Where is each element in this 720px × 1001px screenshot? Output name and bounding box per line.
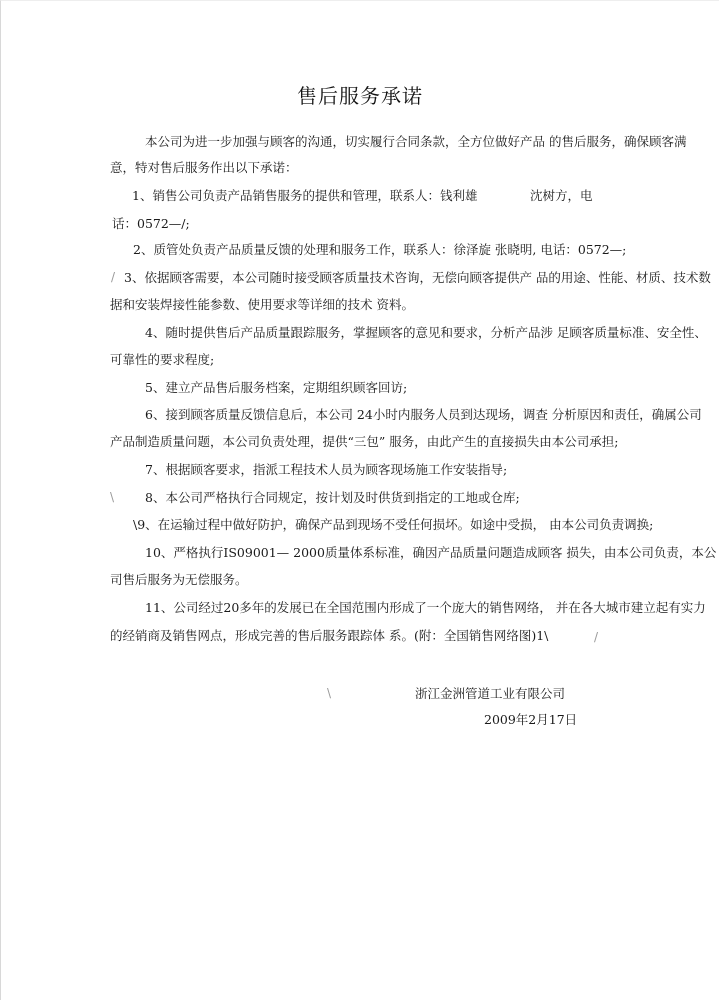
paragraph-line: \9、在运输过程中做好防护，确保产品到现场不受任何损坏。如途中受损， 由本公司负责调换;	[133, 517, 654, 532]
paragraph-line: 意，特对售后服务作出以下承诺：	[110, 160, 298, 175]
paragraph-line: 本公司为进一步加强与顾客的沟通，切实履行合同条款，全方位做好产品 的售后服务，确保顾客满	[145, 134, 687, 149]
paragraph-line: 7、根据顾客要求，指派工程技术人员为顾客现场施工作安装指导;	[145, 462, 508, 477]
document-date: 2009年2月17日	[484, 712, 578, 727]
document-title: 售后服务承诺	[297, 84, 423, 108]
paragraph-line: 司售后服务为无偿服务。	[110, 572, 248, 587]
paragraph-line: 据和安装焊接性能参数、使用要求等详细的技术 资料。	[110, 297, 414, 312]
paragraph-line: 沈树方，电	[530, 188, 593, 203]
scan-mark: /	[594, 630, 599, 644]
paragraph-line: 2、质管处负责产品质量反馈的处理和服务工作，联系人：徐泽旋 张晓明, 电话：0572—;	[133, 242, 627, 257]
paragraph-line: 6、接到顾客质量反馈信息后，本公司 24小时内服务人员到达现场，调查 分析原因和责任，确属公司	[145, 407, 702, 422]
company-signature: 浙江金洲管道工业有限公司	[415, 686, 566, 701]
paragraph-line: 产品制造质量问题，本公司负责处理，提供“三包” 服务，由此产生的直接损失由本公司承担;	[110, 434, 619, 449]
paragraph-line: 3、依据顾客需要，本公司随时接受顾客质量技术咨询，无偿向顾客提供产 品的用途、性能、材质、技术数	[124, 270, 711, 285]
paragraph-line: 可靠性的要求程度;	[110, 352, 215, 367]
scan-mark: \	[327, 686, 332, 700]
scan-mark: /	[111, 270, 116, 284]
paragraph-line: 1、销售公司负责产品销售服务的提供和管理，联系人：钱利雄	[132, 188, 478, 203]
paragraph-line: 8、本公司严格执行合同规定，按计划及时供货到指定的工地或仓库;	[145, 490, 520, 505]
paragraph-line: 10、严格执行IS09001— 2000质量体系标准，确因产品质量问题造成顾客 损失，由本公司负责，本公	[145, 545, 717, 560]
paragraph-line: 4、随时提供售后产品质量跟踪服务，掌握顾客的意见和要求，分析产品涉 足顾客质量标准、安全性、	[145, 325, 707, 340]
paragraph-line: 11、公司经过20多年的发展已在全国范围内形成了一个庞大的销售网络， 并在各大城市建立起有实力	[145, 600, 706, 615]
paragraph-line: 5、建立产品售后服务档案，定期组织顾客回访;	[145, 380, 408, 395]
paragraph-line: 话：0572—/;	[112, 216, 190, 231]
paragraph-line: 的经销商及销售网点，形成完善的售后服务跟踪体 系。(附：全国销售网络图)1\	[110, 628, 549, 643]
scan-mark: \	[110, 490, 115, 504]
